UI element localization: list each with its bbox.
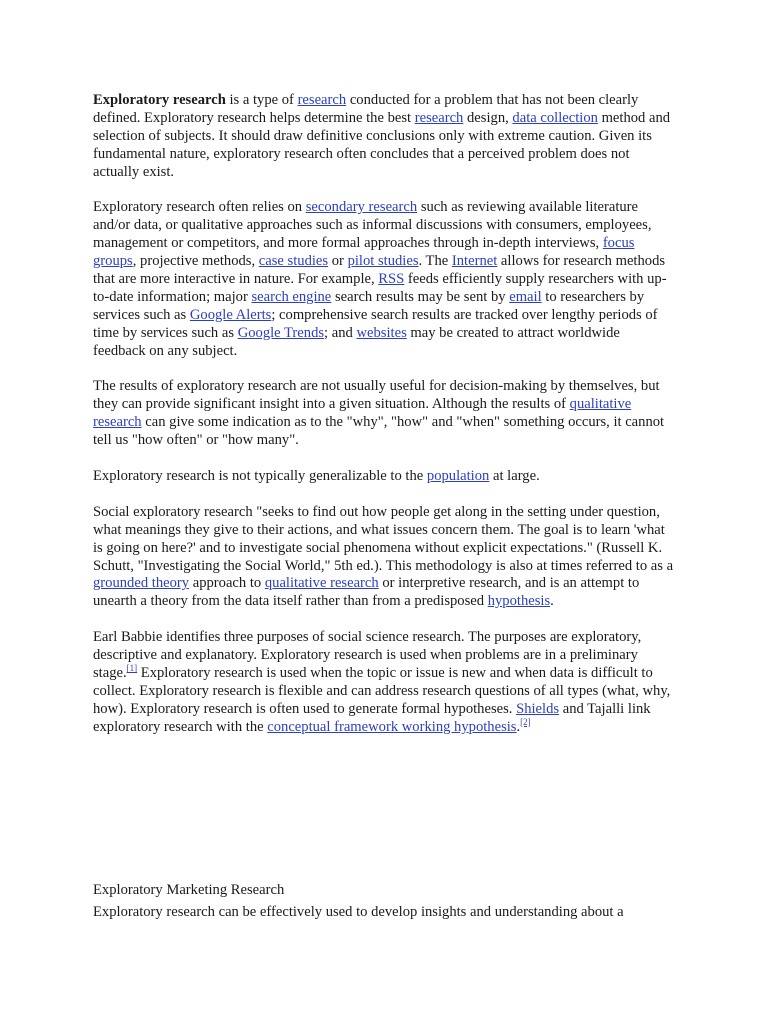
text-span: conducted for a problem that has not been clearly defined. Exploratory research helps determine the best	[93, 92, 639, 126]
text-span: such as reviewing available literature and/or data, or qualitative approaches such as informal discussions with consumers, employees, management or competitors, and more formal approaches through in-depth interviews,	[93, 199, 652, 252]
link-secondary-research[interactable]: secondary research	[305, 199, 418, 216]
paragraph-social	[93, 504, 675, 611]
text-span: feeds efficiently supply researchers with up-to-date information; major	[93, 271, 667, 305]
text-span: , projective methods,	[132, 253, 259, 270]
paragraph-results	[93, 378, 675, 450]
text-span: Exploratory research is not typically generalizable to the	[93, 467, 427, 484]
link-shields[interactable]: Shields	[516, 700, 560, 717]
text-span: .	[516, 718, 521, 735]
link-hypothesis[interactable]: hypothesis	[487, 593, 551, 610]
footnote-ref-1[interactable]: [1]	[126, 662, 138, 673]
link-websites[interactable]: websites	[356, 324, 407, 341]
footnote-ref-2[interactable]: [2]	[520, 716, 531, 727]
text-span: . The	[418, 253, 452, 270]
text-span: and Tajalli link exploratory research with the	[93, 700, 651, 735]
link-search-engine[interactable]: search engine	[251, 288, 332, 305]
paragraph-generalizable	[93, 468, 675, 486]
text-span: can give some indication as to the "why", "how" and "when" something occurs, it cannot tell us "how often" or "how many".	[93, 414, 665, 449]
section-text: Exploratory research can be effectively used to develop insights and understanding about a	[93, 904, 624, 921]
text-span: allows for research methods that are more interactive in nature. For example,	[93, 253, 666, 288]
text-span: .	[550, 593, 554, 610]
text-span: Earl Babbie identifies three purposes of social science research. The purposes are exploratory, descriptive and explanatory. Exploratory research is used when problems are in a preliminary stage.	[93, 629, 642, 681]
document-page	[93, 92, 675, 922]
term-bold: Exploratory research	[93, 92, 226, 108]
text-span: method and selection of subjects. It should draw definitive conclusions only with extreme caution. Given its fundamental nature, exploratory research often concludes that a perceived problem does not actually exist.	[93, 109, 671, 180]
text-span: approach to	[189, 575, 265, 592]
text-span: may be created to attract worldwide feedback on any subject.	[93, 324, 620, 359]
section-heading: Exploratory Marketing Research	[93, 882, 285, 899]
link-grounded-theory[interactable]: grounded theory	[93, 575, 190, 592]
link-email[interactable]: email	[509, 288, 542, 305]
link-research[interactable]: research	[297, 92, 347, 108]
text-span: Exploratory research often relies on	[93, 199, 306, 216]
link-qualitative-research-2[interactable]: qualitative research	[264, 575, 379, 592]
link-google-trends[interactable]: Google Trends	[237, 324, 325, 341]
link-internet[interactable]: Internet	[451, 253, 498, 270]
text-span: Exploratory research is used when the topic or issue is new and when data is difficult to collect. Exploratory research is flexible and can address research questions of all types (what, why, how). Exploratory research is often used to generate formal hypotheses.	[93, 664, 671, 717]
link-qualitative-research[interactable]: qualitative research	[93, 396, 632, 431]
link-google-alerts[interactable]: Google Alerts	[189, 306, 272, 323]
text-span: is a type of	[225, 92, 298, 108]
blank-space	[93, 754, 675, 882]
link-research-design[interactable]: research	[414, 109, 464, 126]
link-population[interactable]: population	[426, 467, 490, 484]
text-span: Social exploratory research "seeks to find out how people get along in the setting under question, what meanings they give to their actions, and what issues concern them. The goal is to learn 'what is going on here?' and to investigate social phenomena without explicit expectations." (Russell K. Schutt, "Investigating the Social World," 5th ed.). This methodology is also at times referred to as a	[93, 503, 674, 574]
link-data-collection[interactable]: data collection	[512, 109, 598, 126]
paragraph-babbie	[93, 629, 675, 736]
paragraph-definition	[93, 92, 675, 182]
paragraph-methods	[93, 199, 675, 360]
text-span: to researchers by services such as	[93, 288, 645, 323]
text-span: The results of exploratory research are not usually useful for decision-making by themselves, but they can provide significant insight into a given situation. Although the results of	[93, 378, 660, 413]
link-case-studies[interactable]: case studies	[258, 253, 329, 270]
link-focus-groups[interactable]: focus groups	[93, 235, 635, 270]
link-rss[interactable]: RSS	[378, 271, 405, 288]
text-span: ; and	[324, 324, 357, 341]
link-conceptual-framework[interactable]: conceptual framework working hypothesis	[267, 718, 517, 735]
text-span: design,	[463, 109, 513, 126]
text-span: search results may be sent by	[331, 288, 510, 305]
text-span: or interpretive research, and is an attempt to unearth a theory from the data itself rather than from a predisposed	[93, 575, 640, 610]
link-pilot-studies[interactable]: pilot studies	[347, 253, 419, 270]
text-span: or	[328, 253, 348, 270]
text-span: at large.	[489, 467, 540, 484]
text-span: ; comprehensive search results are tracked over lengthy periods of time by services such as	[93, 306, 658, 341]
